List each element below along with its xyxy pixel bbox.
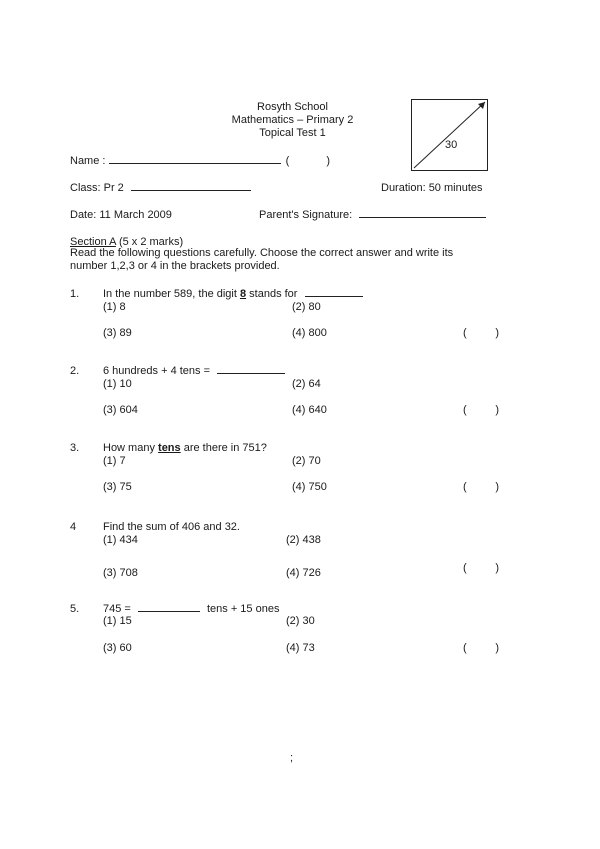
bracket-close: ) (495, 404, 499, 416)
question-text-part: tens + 15 ones (206, 603, 280, 615)
parent-signature-line[interactable] (359, 217, 486, 218)
answer-bracket[interactable] (463, 480, 499, 494)
section-instructions (70, 247, 500, 273)
test-title: Topical Test 1 (259, 127, 326, 139)
score-diagonal-icon (412, 100, 487, 170)
bracket-open: ( (463, 642, 467, 654)
bracket-close: ) (495, 562, 499, 574)
question-text (103, 364, 285, 378)
answer-blank[interactable] (217, 373, 285, 374)
school-name: Rosyth School (257, 101, 328, 113)
question-text-part: 745 = (103, 603, 131, 615)
question-text-part: How many (103, 442, 159, 454)
option-3[interactable]: (3) 75 (103, 481, 132, 493)
answer-blank[interactable] (305, 296, 363, 297)
name-row (70, 154, 330, 168)
question-text-part: stands for (246, 288, 298, 300)
option-4[interactable]: (4) 750 (292, 481, 327, 493)
class-label: Class: Pr 2 (70, 182, 124, 194)
option-4[interactable]: (4) 726 (286, 567, 321, 579)
name-line[interactable] (109, 163, 281, 164)
question-text-part: In the number 589, the digit (103, 288, 240, 300)
footer-mark: ; (290, 752, 294, 764)
name-label: Name : (70, 155, 106, 167)
answer-bracket[interactable] (463, 326, 499, 340)
question-text-part: are there in 751? (180, 442, 267, 454)
option-2[interactable]: (2) 438 (286, 534, 321, 546)
option-2[interactable]: (2) 70 (292, 455, 321, 467)
score-total: 30 (445, 139, 458, 151)
section-marks: (5 x 2 marks) (118, 236, 184, 248)
question-number: 4 (70, 521, 77, 533)
option-3[interactable]: (3) 60 (103, 642, 132, 654)
answer-blank[interactable] (138, 611, 200, 612)
bracket-close: ) (495, 327, 499, 339)
class-row (70, 181, 251, 195)
section-title: Section A (70, 236, 116, 248)
option-2[interactable]: (2) 80 (292, 301, 321, 313)
question-text-part: 6 hundreds + 4 tens = (103, 365, 211, 377)
option-4[interactable]: (4) 73 (286, 642, 315, 654)
instruction-line-2: number 1,2,3 or 4 in the brackets provided. (70, 260, 280, 272)
bracket-open: ( (463, 327, 467, 339)
question-number: 5. (70, 603, 80, 615)
bracket-close: ) (495, 642, 499, 654)
option-3[interactable]: (3) 604 (103, 404, 138, 416)
class-line[interactable] (131, 190, 251, 191)
name-bracket-close: ) (326, 155, 330, 167)
option-1[interactable]: (1) 434 (103, 534, 138, 546)
duration: Duration: 50 minutes (381, 182, 483, 194)
option-1[interactable]: (1) 7 (103, 455, 126, 467)
question-text (103, 441, 267, 455)
question-text-emphasis: tens (158, 442, 181, 454)
bracket-open: ( (463, 562, 467, 574)
option-1[interactable]: (1) 15 (103, 615, 132, 627)
bracket-open: ( (463, 481, 467, 493)
option-1[interactable]: (1) 10 (103, 378, 132, 390)
question-number: 2. (70, 365, 80, 377)
bracket-close: ) (495, 481, 499, 493)
option-4[interactable]: (4) 800 (292, 327, 327, 339)
question-number: 1. (70, 288, 80, 300)
answer-bracket[interactable] (463, 561, 499, 575)
option-1[interactable]: (1) 8 (103, 301, 126, 313)
parent-signature-row (259, 208, 486, 222)
test-header (210, 101, 375, 140)
answer-bracket[interactable] (463, 403, 499, 417)
question-number: 3. (70, 442, 80, 454)
instruction-line-1: Read the following questions carefully. Choose the correct answer and write its (70, 247, 454, 259)
name-bracket-open: ( (285, 155, 290, 167)
parent-signature-label: Parent's Signature: (259, 209, 353, 221)
question-text-emphasis: 8 (239, 288, 247, 300)
bracket-open: ( (463, 404, 467, 416)
option-3[interactable]: (3) 89 (103, 327, 132, 339)
score-box (411, 99, 488, 171)
date: Date: 11 March 2009 (70, 209, 172, 221)
question-text (103, 287, 363, 301)
answer-bracket[interactable] (463, 641, 499, 655)
question-text: Find the sum of 406 and 32. (103, 521, 240, 533)
subject-title: Mathematics – Primary 2 (231, 114, 354, 126)
option-4[interactable]: (4) 640 (292, 404, 327, 416)
option-2[interactable]: (2) 64 (292, 378, 321, 390)
option-3[interactable]: (3) 708 (103, 567, 138, 579)
option-2[interactable]: (2) 30 (286, 615, 315, 627)
